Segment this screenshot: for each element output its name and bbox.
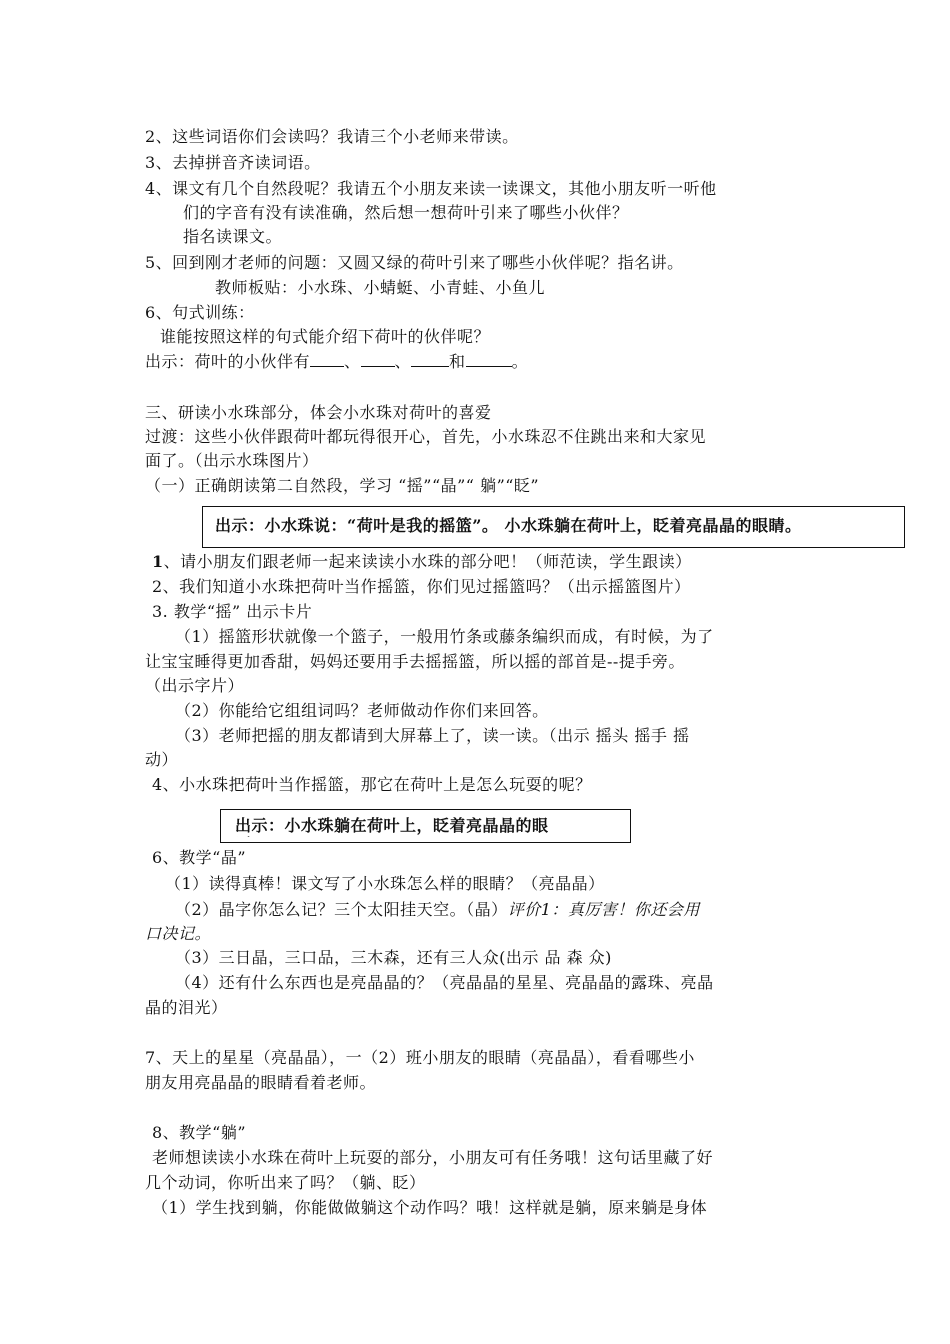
evaluation-text: 口决记。 bbox=[145, 924, 212, 943]
text-line: 2、这些词语你们会读吗？我请三个小老师来带读。 bbox=[145, 127, 519, 146]
display-box bbox=[220, 809, 631, 843]
fill-in-sentence bbox=[145, 350, 528, 374]
text-line: 几个动词，你听出来了吗？（躺、眨） bbox=[145, 1173, 426, 1192]
text-line: （3）老师把摇的朋友都请到大屏幕上了，读一读。（出示 摇头 摇手 摇 bbox=[175, 726, 690, 745]
text-line: 朋友用亮晶晶的眼睛看着老师。 bbox=[145, 1073, 377, 1092]
section-heading: 三、研读小水珠部分，体会小水珠对荷叶的喜爱 bbox=[145, 403, 492, 422]
evaluation-text: 评价1：真厉害！你还会用 bbox=[507, 900, 700, 919]
text-line: 4、小水珠把荷叶当作摇篮，那它在荷叶上是怎么玩耍的呢？ bbox=[152, 775, 592, 794]
text-line: 晶的泪光） bbox=[145, 998, 228, 1017]
blank-line bbox=[466, 352, 512, 367]
blank-line bbox=[411, 352, 449, 367]
text-line: 5、回到刚才老师的问题：又圆又绿的荷叶引来了哪些小伙伴呢？指名讲。 bbox=[145, 253, 684, 272]
text-line: 3. 教学“摇” 出示卡片 bbox=[152, 602, 313, 621]
text-line: （一）正确朗读第二自然段，学习 “摇”“晶”“ 躺”“眨” bbox=[145, 476, 540, 495]
item-number: 1 bbox=[152, 552, 164, 571]
text-line: （2）你能给它组组词吗？老师做动作你们来回答。 bbox=[175, 701, 549, 720]
text-line: 动） bbox=[145, 750, 179, 769]
text-line: 6、句式训练： bbox=[145, 303, 255, 322]
text-line: 老师想读读小水珠在荷叶上玩耍的部分，小朋友可有任务哦！这句话里藏了好 bbox=[152, 1148, 714, 1167]
text-line: （1）摇篮形状就像一个篮子，一般用竹条或藤条编织而成，有时候，为了 bbox=[175, 627, 714, 646]
item-text: 、请小朋友们跟老师一起来读读小水珠的部分吧！（师范读，学生跟读） bbox=[163, 552, 692, 571]
text-line: （1）读得真棒！课文写了小水珠怎么样的眼睛？（亮晶晶） bbox=[165, 874, 605, 893]
display-box bbox=[202, 506, 905, 548]
text-line: 过渡：这些小伙伴跟荷叶都玩得很开心，首先，小水珠忍不住跳出来和大家见 bbox=[145, 427, 707, 446]
sentence-prefix: 出示：荷叶的小伙伴有 bbox=[145, 352, 311, 371]
text-line: 指名读课文。 bbox=[183, 227, 283, 246]
text-line: 让宝宝睡得更加香甜，妈妈还要用手去摇摇篮，所以摇的部首是--提手旁。 bbox=[145, 652, 685, 671]
text-line: 谁能按照这样的句式能介绍下荷叶的伙伴呢？ bbox=[160, 327, 491, 346]
text-line: 们的字音有没有读准确，然后想一想荷叶引来了哪些小伙伴？ bbox=[183, 203, 629, 222]
text-line: 6、教学“晶” bbox=[152, 848, 247, 867]
text-line: 面了。（出示水珠图片） bbox=[145, 451, 319, 470]
item-text: （2）晶字你怎么记？三个太阳挂天空。（晶） bbox=[175, 900, 508, 919]
text-line: 7、天上的星星（亮晶晶），一（2）班小朋友的眼睛（亮晶晶），看看哪些小 bbox=[145, 1048, 695, 1067]
text-line: （3）三日晶，三口品，三木森，还有三人众(出示 品 森 众) bbox=[175, 948, 612, 967]
separator: 、 bbox=[394, 352, 412, 371]
text-line: （出示字片） bbox=[145, 676, 245, 695]
period: 。 bbox=[511, 352, 529, 371]
text-line: 3、去掉拼音齐读词语。 bbox=[145, 153, 321, 172]
conjunction: 和 bbox=[449, 352, 466, 371]
text-line bbox=[152, 550, 692, 574]
text-line bbox=[175, 898, 700, 922]
display-text: 出示：小水珠躺在荷叶上，眨着亮晶晶的眼 bbox=[235, 816, 549, 835]
text-line: （1）学生找到躺，你能做做躺这个动作吗？哦！这样就是躺，原来躺是身体 bbox=[152, 1198, 708, 1217]
blank-line bbox=[361, 352, 395, 367]
text-line: 8、教学“躺” bbox=[152, 1123, 247, 1142]
display-text: 出示：小水珠说：“荷叶是我的摇篮”。 小水珠躺在荷叶上，眨着亮晶晶的眼睛。 bbox=[215, 516, 802, 535]
text-line: 2、我们知道小水珠把荷叶当作摇篮，你们见过摇篮吗？（出示摇篮图片） bbox=[152, 577, 691, 596]
separator: 、 bbox=[344, 352, 361, 371]
text-line: （4）还有什么东西也是亮晶晶的？（亮晶晶的星星、亮晶晶的露珠、亮晶 bbox=[175, 973, 714, 992]
text-line: 4、课文有几个自然段呢？我请五个小朋友来读一读课文，其他小朋友听一听他 bbox=[145, 179, 717, 198]
clipped-text-fragment bbox=[235, 836, 251, 842]
blank-line bbox=[310, 352, 344, 367]
text-line: 教师板贴：小水珠、小蜻蜓、小青蛙、小鱼儿 bbox=[215, 278, 546, 297]
